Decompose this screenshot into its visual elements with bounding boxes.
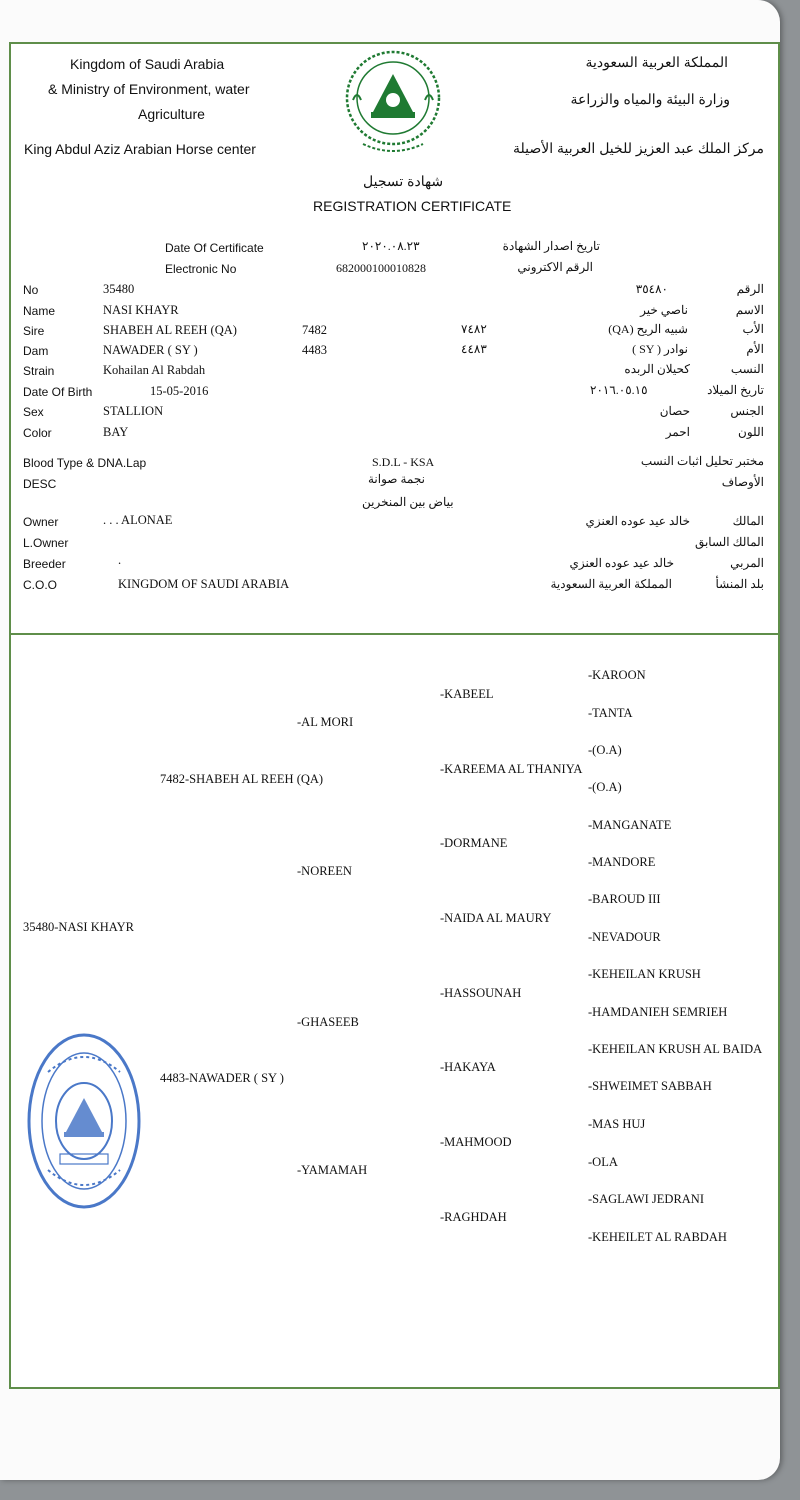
header-en-line2: & Ministry of Environment, water: [48, 81, 250, 97]
header-en-line1: Kingdom of Saudi Arabia: [70, 56, 225, 72]
field-value: NASI KHAYR: [103, 303, 179, 317]
desc-line1: نجمة صوانة: [368, 472, 425, 486]
pedigree-g3-item: -GHASEEB: [297, 1015, 359, 1029]
pedigree-g3-item: -AL MORI: [297, 715, 354, 729]
date-of-certificate-value: ٢٠٢٠.٠٨.٢٣: [362, 239, 420, 253]
field-label-ar: الجنس: [730, 404, 764, 418]
pedigree-g5-item: -(O.A): [588, 780, 622, 794]
field-label: Name: [23, 304, 56, 318]
field-number: 4483: [302, 343, 327, 357]
pedigree-g4-item: -HASSOUNAH: [440, 986, 522, 1000]
pedigree-dam: 4483-NAWADER ( SY ): [160, 1071, 284, 1085]
breeder-label-ar: المربي: [730, 556, 764, 570]
pedigree-g5-item: -SAGLAWI JEDRANI: [588, 1192, 704, 1206]
desc-line2: بياض بين المنخرين: [362, 495, 454, 509]
electronic-no-value: 682000100010828: [336, 261, 426, 275]
field-label: Sire: [23, 324, 45, 338]
field-value-ar: (QA) شبيه الريح: [608, 322, 688, 336]
pedigree-g3-item: -YAMAMAH: [297, 1163, 368, 1177]
owner-value-ar: خالد عيد عوده العنزي: [585, 514, 690, 528]
field-value: Kohailan Al Rabdah: [103, 363, 206, 377]
pedigree-g3-item: -NOREEN: [297, 864, 352, 878]
pedigree-g4-item: -KABEEL: [440, 687, 494, 701]
field-number: 7482: [302, 323, 327, 337]
field-label: Color: [23, 426, 52, 440]
pedigree-g5-item: -MAS HUJ: [588, 1117, 646, 1131]
field-value-ar: ( SY ) نوادر: [632, 342, 688, 356]
owner-value: . . . ALONAE: [103, 513, 173, 527]
field-label: Sex: [23, 405, 44, 419]
field-value-ar: احمر: [665, 425, 690, 439]
section-divider: [9, 633, 778, 635]
pedigree-g4-item: -DORMANE: [440, 836, 508, 850]
field-label: Date Of Birth: [23, 385, 93, 399]
breeder-value-ar: خالد عيد عوده العنزي: [569, 556, 674, 570]
header-ar-line1: المملكة العربية السعودية: [585, 54, 728, 70]
blood-type-value: S.D.L - KSA: [372, 455, 435, 469]
breeder-value: .: [118, 553, 122, 567]
title-english: REGISTRATION CERTIFICATE: [313, 198, 512, 214]
ministry-emblem-logo: [343, 48, 443, 166]
field-label-ar: الأب: [742, 322, 764, 336]
field-value: SHABEH AL REEH (QA): [103, 323, 237, 337]
pedigree-g5-item: -SHWEIMET SABBAH: [588, 1079, 712, 1093]
field-label-ar: النسب: [730, 362, 764, 376]
pedigree-g5-item: -MANGANATE: [588, 818, 672, 832]
pedigree-g5-item: -MANDORE: [588, 855, 656, 869]
pedigree-sire: 7482-SHABEH AL REEH (QA): [160, 772, 324, 786]
pedigree-horse: 35480-NASI KHAYR: [23, 920, 135, 934]
header-ar-line4: مركز الملك عبد العزيز للخيل العربية الأصيلة: [513, 140, 764, 156]
field-value-ar: ٣٥٤٨٠: [635, 282, 668, 296]
field-value: 15-05-2016: [150, 384, 209, 398]
electronic-no-label-ar: الرقم الاكتروني: [517, 260, 593, 274]
pedigree-g5-item: -OLA: [588, 1155, 618, 1169]
pedigree-g4-item: -MAHMOOD: [440, 1135, 512, 1149]
pedigree-g5-item: -NEVADOUR: [588, 930, 661, 944]
date-of-certificate-label: Date Of Certificate: [165, 241, 264, 255]
desc-label-ar: الأوصاف: [721, 475, 764, 489]
blood-type-label-ar: مختبر تحليل اثبات النسب: [640, 454, 764, 468]
breeder-label: Breeder: [23, 557, 66, 571]
last-owner-label-ar: المالك السابق: [694, 535, 764, 549]
pedigree-g5-item: -KAROON: [588, 668, 646, 682]
field-label-ar: تاريخ الميلاد: [707, 383, 764, 397]
pedigree-g4-item: -NAIDA AL MAURY: [440, 911, 552, 925]
header-ar-line2: وزارة البيئة والمياه والزراعة: [570, 91, 730, 107]
field-number-ar: ٧٤٨٢: [461, 322, 487, 336]
field-number-ar: ٤٤٨٣: [461, 342, 487, 356]
pedigree-g5-item: -KEHEILAN KRUSH AL BAIDA: [588, 1042, 763, 1056]
field-value: STALLION: [103, 404, 164, 418]
owner-label-ar: المالك: [732, 514, 764, 528]
desc-label: DESC: [23, 477, 57, 491]
date-of-certificate-label-ar: تاريخ اصدار الشهادة: [502, 239, 600, 253]
blood-type-label: Blood Type & DNA.Lap: [23, 456, 147, 470]
electronic-no-label: Electronic No: [165, 262, 237, 276]
coo-label-ar: بلد المنشأ: [715, 577, 764, 591]
header-en-line3: Agriculture: [138, 106, 205, 122]
field-label: Dam: [23, 344, 49, 358]
field-value-ar: كحيلان الربده: [624, 362, 690, 376]
pedigree-g5-item: -TANTA: [588, 706, 633, 720]
field-value-ar: ناصي خير: [640, 303, 688, 317]
coo-value-ar: المملكة العربية السعودية: [550, 577, 672, 591]
coo-value: KINGDOM OF SAUDI ARABIA: [118, 577, 290, 591]
header-en-line4: King Abdul Aziz Arabian Horse center: [24, 141, 256, 157]
field-label-ar: الأم: [746, 342, 764, 356]
pedigree-g4-item: -HAKAYA: [440, 1060, 496, 1074]
pedigree-g4-item: -RAGHDAH: [440, 1210, 507, 1224]
pedigree-g4-item: -KAREEMA AL THANIYA: [440, 762, 583, 776]
owner-label: Owner: [23, 515, 59, 529]
official-seal-stamp: [26, 1032, 142, 1210]
coo-label: C.O.O: [23, 578, 58, 592]
field-value: BAY: [103, 425, 129, 439]
field-label-ar: الرقم: [736, 282, 764, 296]
field-value: NAWADER ( SY ): [103, 343, 198, 357]
title-arabic: شهادة تسجيل: [363, 173, 444, 189]
last-owner-label: L.Owner: [23, 536, 69, 550]
field-label-ar: اللون: [738, 425, 764, 439]
field-value-ar: حصان: [659, 404, 690, 418]
field-value: 35480: [103, 282, 135, 296]
field-value-ar: ٢٠١٦.٠٥.١٥: [590, 383, 648, 397]
pedigree-g5-item: -KEHEILAN KRUSH: [588, 967, 701, 981]
field-label-ar: الاسم: [735, 303, 764, 317]
pedigree-g5-item: -(O.A): [588, 743, 622, 757]
field-label: No: [23, 283, 39, 297]
pedigree-g5-item: -HAMDANIEH SEMRIEH: [588, 1005, 728, 1019]
field-label: Strain: [23, 364, 55, 378]
pedigree-g5-item: -BAROUD III: [588, 892, 661, 906]
pedigree-g5-item: -KEHEILET AL RABDAH: [588, 1230, 727, 1244]
